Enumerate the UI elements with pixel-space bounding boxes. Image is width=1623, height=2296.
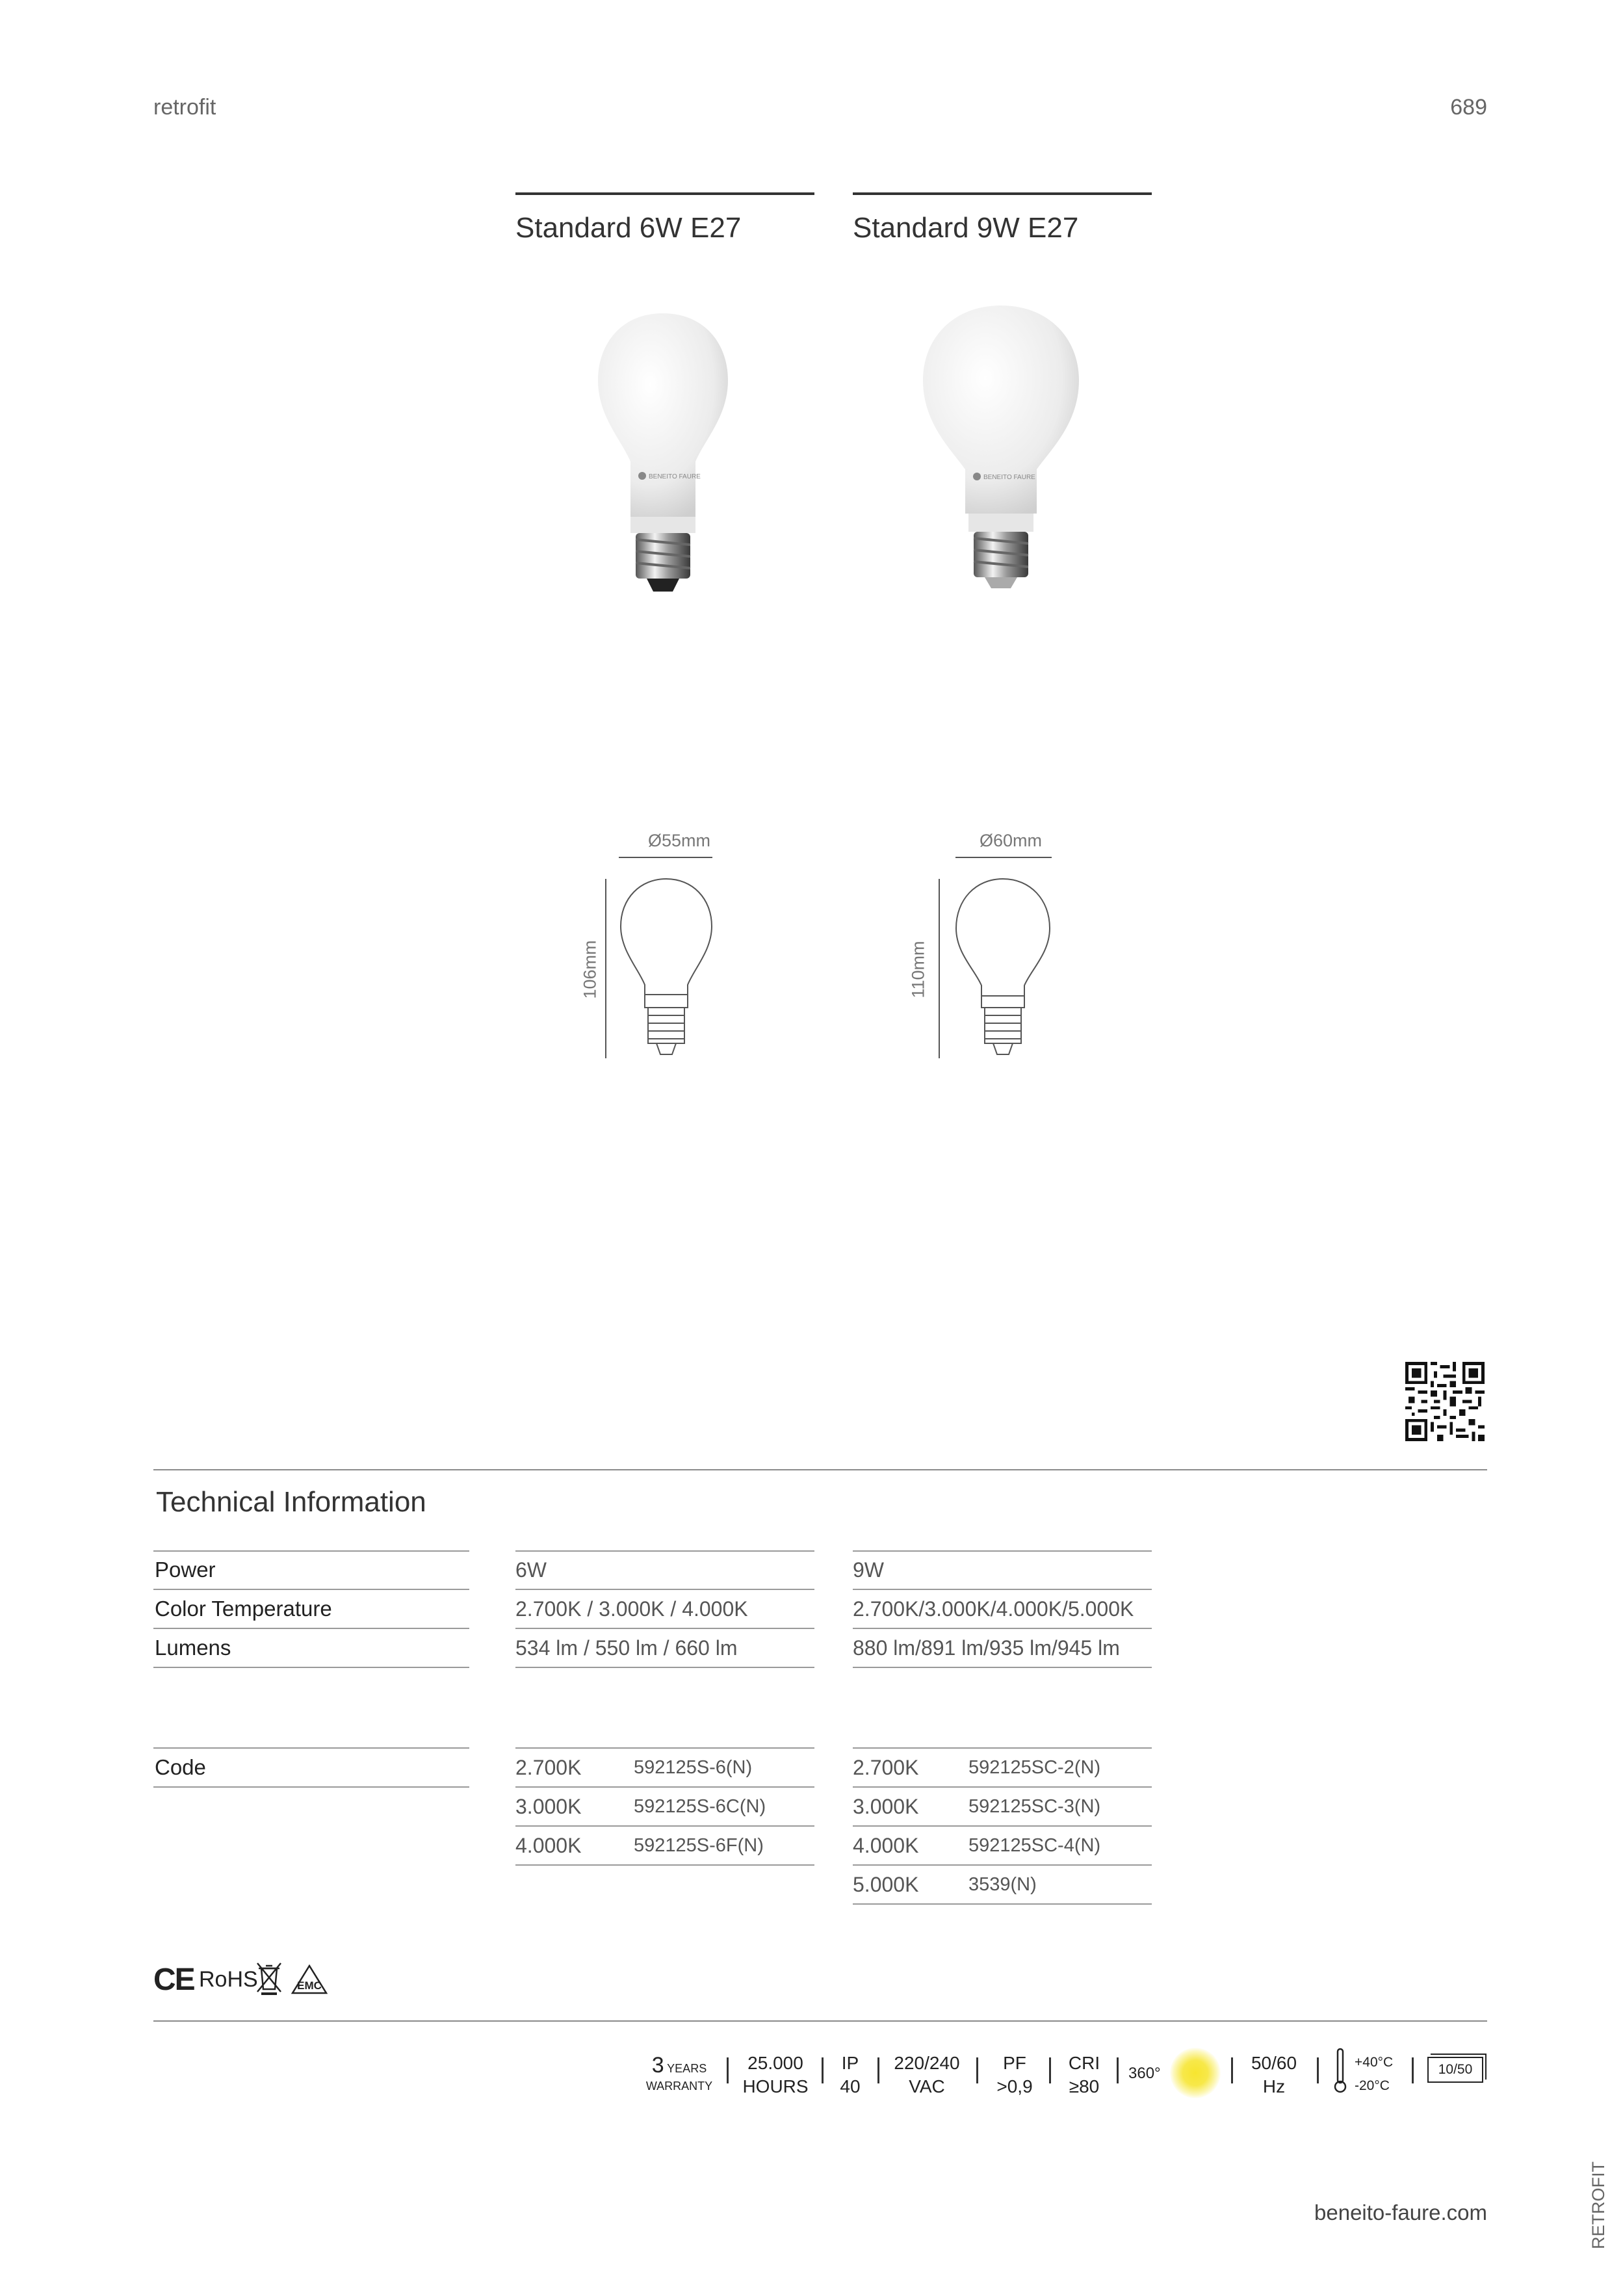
thermometer-icon — [1332, 2048, 1348, 2093]
height-9w: 110mm — [908, 941, 928, 998]
code-6w: 592125S-6C(N) — [634, 1796, 766, 1817]
spec-separator — [822, 2057, 824, 2083]
section-name: retrofit — [153, 95, 216, 120]
light-beam-icon — [1170, 2048, 1221, 2098]
switching-cycles: 10/50 — [1427, 2057, 1483, 2083]
qr-code-icon — [1405, 1362, 1485, 1441]
spec-separator — [1317, 2057, 1319, 2083]
product-1-title: Standard 6W E27 — [515, 212, 742, 244]
table-rule — [853, 1550, 1152, 1552]
height-6w-line — [605, 879, 606, 1058]
spec-separator — [1412, 2057, 1414, 2083]
spec-separator — [1049, 2057, 1051, 2083]
certification-divider — [153, 2020, 1487, 2022]
ip-rating: IP 40 — [840, 2053, 861, 2096]
frequency: 50/60 Hz — [1251, 2053, 1297, 2096]
svg-text:BENEITO FAURE: BENEITO FAURE — [649, 473, 701, 480]
page-number: 689 — [1450, 95, 1487, 120]
code-9w-temp: 5.000K — [853, 1873, 919, 1896]
code-6w: 592125S-6(N) — [634, 1757, 753, 1778]
code-9w-temp: 3.000K — [853, 1795, 919, 1818]
product-2-title: Standard 9W E27 — [853, 212, 1079, 244]
cri-rating: CRI ≥80 — [1068, 2053, 1100, 2096]
code-9w: 592125SC-4(N) — [968, 1835, 1101, 1856]
table-rule — [515, 1864, 814, 1866]
height-9w-line — [939, 879, 940, 1058]
spec-separator — [877, 2057, 879, 2083]
weee-bin-icon — [256, 1962, 282, 1996]
side-section-label: RETROFIT — [1589, 2161, 1608, 2249]
spec-separator — [976, 2057, 978, 2083]
power-9w: 9W — [853, 1558, 884, 1582]
emc-mark-icon — [291, 1964, 328, 1996]
table-rule — [153, 1667, 469, 1668]
code-6w-temp: 4.000K — [515, 1834, 582, 1857]
power-6w: 6W — [515, 1558, 547, 1582]
row-label-color-temp: Color Temperature — [155, 1597, 332, 1621]
table-rule — [153, 1786, 469, 1788]
power-factor: PF >0,9 — [996, 2053, 1033, 2096]
svg-text:BENEITO FAURE: BENEITO FAURE — [983, 474, 1035, 481]
table-rule — [515, 1667, 814, 1668]
operating-temperature: +40°C -20°C — [1355, 2055, 1394, 2093]
warranty-badge: 3 YEARS WARRANTY — [645, 2053, 713, 2093]
table-rule — [853, 1667, 1152, 1668]
code-6w: 592125S-6F(N) — [634, 1835, 764, 1856]
code-9w-temp: 2.700K — [853, 1756, 919, 1779]
ce-mark-icon: CE — [153, 1963, 194, 1997]
svg-text:EMC: EMC — [297, 1979, 322, 1992]
row-label-lumens: Lumens — [155, 1636, 231, 1660]
beam-angle: 360° — [1128, 2065, 1161, 2082]
lumens-6w: 534 lm / 550 lm / 660 lm — [515, 1636, 738, 1660]
code-9w-temp: 4.000K — [853, 1834, 919, 1857]
code-9w: 592125SC-3(N) — [968, 1796, 1101, 1817]
voltage: 220/240 VAC — [894, 2053, 960, 2096]
color-temp-6w: 2.700K / 3.000K / 4.000K — [515, 1597, 748, 1621]
spec-separator — [1117, 2057, 1119, 2083]
table-rule — [515, 1550, 814, 1552]
diameter-9w-line — [955, 857, 1052, 858]
product-2-rule — [853, 192, 1152, 195]
table-rule — [853, 1903, 1152, 1905]
website-url: beneito-faure.com — [1314, 2200, 1487, 2224]
bulb-9w-photo — [910, 299, 1092, 598]
lifetime-hours: 25.000 HOURS — [742, 2053, 809, 2096]
diameter-6w-line — [619, 857, 712, 858]
row-label-code: Code — [155, 1755, 206, 1779]
spec-separator — [727, 2057, 729, 2083]
product-1-rule — [515, 192, 814, 195]
rohs-label: RoHS — [199, 1967, 258, 1992]
row-label-power: Power — [155, 1558, 216, 1582]
code-6w-temp: 3.000K — [515, 1795, 582, 1818]
code-9w: 592125SC-2(N) — [968, 1757, 1101, 1778]
code-9w: 3539(N) — [968, 1874, 1037, 1895]
diameter-9w: Ø60mm — [979, 831, 1043, 850]
code-6w-temp: 2.700K — [515, 1756, 582, 1779]
bulb-9w-outline — [953, 878, 1053, 1060]
spec-separator — [1231, 2057, 1233, 2083]
bulb-6w-photo — [585, 306, 741, 598]
diameter-6w: Ø55mm — [647, 831, 711, 850]
bulb-6w-outline — [617, 878, 715, 1060]
section-divider — [153, 1469, 1487, 1470]
tech-title: Technical Information — [156, 1486, 426, 1518]
lumens-9w: 880 lm/891 lm/935 lm/945 lm — [853, 1636, 1120, 1660]
height-6w: 106mm — [580, 940, 600, 999]
color-temp-9w: 2.700K/3.000K/4.000K/5.000K — [853, 1597, 1134, 1621]
